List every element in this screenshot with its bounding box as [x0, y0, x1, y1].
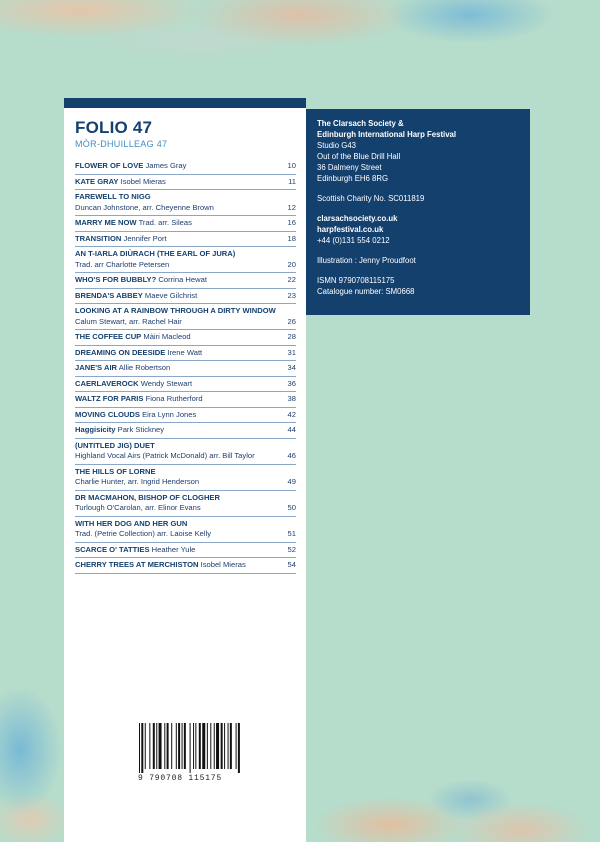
watercolor-wash-top — [0, 0, 600, 70]
barcode-bar — [202, 723, 205, 769]
address-line: Edinburgh EH6 8RG — [317, 174, 389, 183]
page-number: 42 — [287, 409, 296, 419]
piece-credit: Wendy Stewart — [140, 378, 193, 388]
page-number: 54 — [287, 560, 296, 569]
barcode-bar — [214, 723, 215, 769]
barcode-bar — [145, 723, 146, 769]
piece-title: WHO'S FOR BUBBLY? — [75, 275, 157, 284]
barcode-bar — [178, 723, 180, 769]
contents-item — [75, 289, 296, 305]
contents-item — [75, 159, 296, 175]
piece-credit: Trad. arr. Sileas — [138, 218, 192, 227]
piece-credit: Calum Stewart, arr. Rachel Hair — [75, 316, 182, 326]
piece-title: THE COFFEE CUP — [75, 332, 142, 341]
contents-item — [75, 517, 296, 543]
publisher-name-line1: The Clarsach Society & — [317, 119, 404, 128]
barcode-bar — [236, 723, 237, 769]
piece-credit: Fiona Rutherford — [145, 394, 203, 403]
barcode-bar — [207, 723, 208, 769]
piece-title: FAREWELL TO NIGG — [75, 192, 151, 201]
barcode-bar — [167, 723, 169, 769]
contents-item — [75, 423, 296, 439]
piece-title: FLOWER OF LOVE — [75, 161, 144, 170]
piece-title: DR MACMAHON, BISHOP OF CLOGHER — [75, 492, 220, 502]
page-number: 23 — [287, 290, 296, 300]
piece-credit: Màiri Macleod — [143, 332, 191, 341]
barcode-bar — [171, 723, 172, 769]
piece-title: WITH HER DOG AND HER GUN — [75, 518, 188, 528]
page-number: 10 — [287, 161, 296, 170]
page-number: 16 — [287, 218, 296, 227]
piece-credit: Jennifer Port — [123, 233, 167, 243]
page-number: 49 — [287, 477, 296, 486]
page-number: 31 — [287, 347, 296, 357]
address-line: Out of the Blue Drill Hall — [317, 152, 401, 161]
barcode-bar — [199, 723, 201, 769]
contents-item — [75, 346, 296, 362]
piece-title: TRANSITION — [75, 233, 122, 243]
barcode-bar — [221, 723, 223, 769]
contents-item — [75, 543, 296, 559]
publisher-name-line2: Edinburgh International Harp Festival — [317, 130, 457, 139]
phone-number: +44 (0)131 554 0212 — [317, 236, 390, 245]
contents-item — [75, 408, 296, 424]
page-number: 51 — [287, 529, 296, 538]
piece-credit: Trad. (Petrie Collection) arr. Laoise Kelly — [75, 529, 212, 538]
barcode-bar — [184, 723, 186, 769]
page-number: 28 — [287, 332, 296, 341]
piece-title: AN T-IARLA DIÙRACH (THE EARL OF JURA) — [75, 249, 236, 258]
charity-number: Scottish Charity No. SC011819 — [317, 194, 425, 203]
page-number: 44 — [287, 425, 296, 434]
piece-title: SCARCE O' TATTIES — [75, 544, 150, 554]
piece-credit: James Gray — [145, 161, 187, 170]
piece-title: MARRY ME NOW — [75, 218, 137, 227]
barcode-bar — [238, 723, 240, 773]
barcode-bar — [139, 723, 140, 773]
contents-item — [75, 247, 296, 273]
piece-credit: Duncan Johnstone, arr. Cheyenne Brown — [75, 202, 214, 212]
page-number: 12 — [287, 202, 296, 212]
piece-credit: Irene Watt — [167, 347, 203, 357]
page-number: 36 — [287, 378, 296, 388]
folio-subtitle: MÒR-DHUILLEAG 47 — [75, 139, 168, 149]
contents-item — [75, 392, 296, 408]
website-link-harpfestival[interactable]: harpfestival.co.uk — [317, 225, 384, 234]
barcode-bar — [176, 723, 177, 769]
contents-item — [75, 175, 296, 191]
piece-credit: Charlie Hunter, arr. Ingrid Henderson — [75, 477, 200, 486]
piece-title: KATE GRAY — [75, 176, 119, 186]
piece-credit: Allie Robertson — [118, 363, 171, 372]
panel-top-bar — [64, 98, 306, 108]
piece-title: MOVING CLOUDS — [75, 409, 140, 419]
ismn-number: ISMN 9790708115175 — [317, 276, 395, 285]
page-number: 18 — [287, 233, 296, 243]
contents-item — [75, 465, 296, 491]
piece-title: Haggisicity — [75, 425, 116, 434]
barcode-bar — [224, 723, 225, 769]
piece-credit: Isobel Mieras — [120, 176, 166, 186]
contents-item — [75, 190, 296, 216]
barcode-bar — [182, 723, 183, 769]
piece-title: WALTZ FOR PARIS — [75, 394, 144, 403]
piece-credit: Maeve Gilchrist — [144, 290, 198, 300]
contents-item — [75, 377, 296, 393]
contents-item — [75, 491, 296, 517]
barcode-bar — [141, 723, 143, 773]
page-number: 26 — [287, 316, 296, 326]
barcode-bar — [159, 723, 162, 769]
folio-title: FOLIO 47 — [75, 118, 153, 137]
page-number: 50 — [287, 503, 296, 512]
contents-item — [75, 216, 296, 232]
barcode — [135, 723, 283, 787]
barcode-bar — [164, 723, 165, 769]
barcode-bar — [190, 723, 191, 773]
piece-title: CHERRY TREES AT MERCHISTON — [75, 560, 199, 569]
barcode-bar — [193, 723, 194, 769]
contents-item — [75, 361, 296, 377]
website-link-clarsach[interactable]: clarsachsociety.co.uk — [317, 214, 398, 223]
piece-title: CAERLAVEROCK — [75, 378, 139, 388]
piece-title: LOOKING AT A RAINBOW THROUGH A DIRTY WINDOW — [75, 306, 276, 315]
catalogue-number: Catalogue number: SM0668 — [317, 287, 415, 296]
watercolor-wash-bottom — [300, 780, 600, 842]
barcode-bar — [210, 723, 211, 769]
barcode-bar — [216, 723, 219, 769]
illustration-credit: Illustration : Jenny Proudfoot — [317, 256, 416, 265]
barcode-bar — [230, 723, 232, 769]
barcode-bar — [156, 723, 157, 769]
contents-item — [75, 273, 296, 289]
piece-credit: Highland Vocal Airs (Patrick McDonald) arr. Bill Taylor — [75, 451, 255, 460]
page-number: 46 — [287, 451, 296, 460]
contents-item — [75, 439, 296, 465]
piece-credit: Eira Lynn Jones — [142, 409, 197, 419]
contents-item — [75, 232, 296, 248]
page-number: 38 — [287, 394, 296, 403]
contents-item — [75, 304, 296, 330]
piece-credit: Trad. arr Charlotte Petersen — [75, 259, 170, 269]
barcode-bar — [149, 723, 150, 769]
address-line: Studio G43 — [317, 141, 357, 150]
barcode-number: 9 790708 115175 — [138, 774, 223, 783]
piece-title: DREAMING ON DEESIDE — [75, 347, 166, 357]
piece-title: BRENDA'S ABBEY — [75, 290, 143, 300]
contents-item — [75, 558, 296, 574]
piece-credit: Turlough O'Carolan, arr. Elinor Evans — [75, 503, 201, 512]
piece-credit: Isobel Mieras — [200, 560, 246, 569]
contents-list — [75, 159, 296, 574]
barcode-bar — [153, 723, 155, 769]
page-number: 20 — [287, 259, 296, 269]
page-number: 52 — [287, 544, 296, 554]
barcode-bar — [228, 723, 229, 769]
folio-header — [64, 108, 306, 149]
piece-credit: Park Stickney — [117, 425, 165, 434]
contents-panel — [64, 98, 306, 842]
barcode-bars — [135, 723, 281, 773]
page-number: 11 — [288, 176, 296, 186]
piece-credit: Heather Yule — [151, 544, 196, 554]
barcode-bar — [195, 723, 196, 769]
piece-title: JANE'S AIR — [75, 363, 118, 372]
address-line: 36 Dalmeny Street — [317, 163, 382, 172]
piece-credit: Corrina Hewat — [158, 275, 207, 284]
piece-title: (UNTITLED JIG) DUET — [75, 440, 155, 450]
publisher-info-box — [306, 109, 530, 315]
page-number: 22 — [287, 275, 296, 284]
piece-title: THE HILLS OF LORNE — [75, 466, 156, 476]
page-number: 34 — [287, 363, 296, 372]
contents-item — [75, 330, 296, 346]
